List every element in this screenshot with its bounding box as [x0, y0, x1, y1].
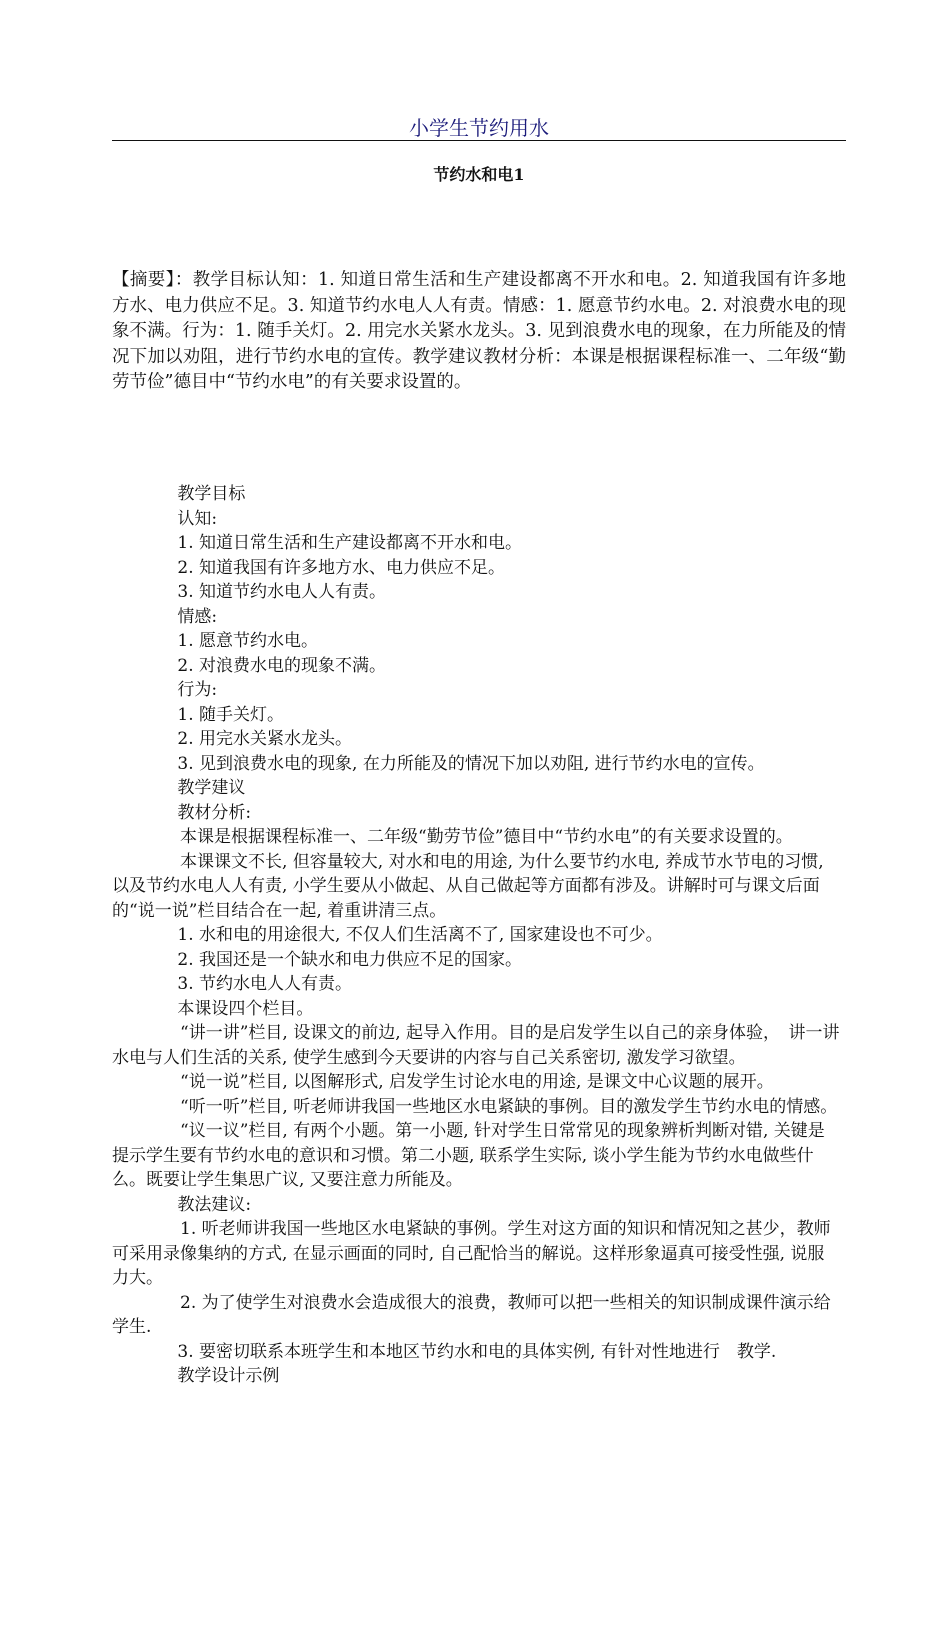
body-paragraph: 2. 我国还是一个缺水和电力供应不足的国家。 [177, 949, 523, 970]
body-paragraph: “听一听”栏目, 听老师讲我国一些地区水电紧缺的事例。目的激发学生节约水电的情感。 [180, 1096, 838, 1117]
body-paragraph: 2. 对浪费水电的现象不满。 [177, 655, 387, 676]
body-paragraph: 1. 听老师讲我国一些地区水电紧缺的事例。学生对这方面的知识和情况知之甚少，教师可采用录像集纳的方式, 在显示画面的同时, 自己配恰当的解说。这样形象逼真可接受性强, 说服力大。 [112, 1219, 831, 1288]
abstract-paragraph: 【摘要】：教学目标认知：1. 知道日常生活和生产建设都离不开水和电。2. 知道我国有许多地方水、电力供应不足。3. 知道节约水电人人有责。情感：1. 愿意节约水电。2. 对浪费水电的现象不满。行为：1. 随手关灯。2. 用完水关紧水龙头。3. 见到浪费水电的现象，在力所能及的情况下加以劝阻，进行节约水电的宣传。教学建议教材分析：本课是根据课程标准一、二年级“勤劳节俭”德目中“节约水电”的有关要求设置的。 [112, 270, 846, 392]
body-paragraph: 教学建议 [177, 778, 246, 798]
body-paragraph: 教学目标 [177, 484, 246, 504]
body-paragraph: 2. 为了使学生对浪费水会造成很大的浪费，教师可以把一些相关的知识制成课件演示给学生. [112, 1292, 831, 1337]
body-paragraph: 本课是根据课程标准一、二年级“勤劳节俭”德目中“节约水电”的有关要求设置的。 [180, 827, 793, 847]
body-paragraph: 行为: [177, 680, 218, 700]
body-content [112, 482, 840, 1389]
document-header-title: 小学生节约用水 [409, 116, 549, 140]
document-subtitle: 节约水和电1 [433, 165, 525, 184]
body-paragraph: “议一议”栏目, 有两个小题。第一小题, 针对学生日常常见的现象辨析判断对错, 关键是提示学生要有节约水电的意识和习惯。第二小题, 联系学生实际, 谈小学生能为节约水电做些什么。既要让学生集思广议, 又要注意力所能及。 [112, 1121, 825, 1190]
body-paragraph: 2. 用完水关紧水龙头。 [177, 729, 353, 749]
body-paragraph: “说一说”栏目, 以图解形式, 启发学生讨论水电的用途, 是课文中心议题的展开。 [180, 1072, 774, 1092]
body-paragraph: 教法建议: [177, 1194, 252, 1215]
body-paragraph: 3. 见到浪费水电的现象, 在力所能及的情况下加以劝阻, 进行节约水电的宣传。 [177, 753, 765, 774]
body-paragraph: 3. 节约水电人人有责。 [177, 974, 353, 994]
body-paragraph: 1. 愿意节约水电。 [177, 631, 319, 651]
body-paragraph: 3. 知道节约水电人人有责。 [177, 582, 387, 602]
body-paragraph: 3. 要密切联系本班学生和本地区节约水和电的具体实例, 有针对性地进行 教学. [177, 1341, 777, 1362]
body-paragraph: “讲一讲”栏目, 设课文的前边, 起导入作用。目的是启发学生以自己的亲身体验， 讲一讲水电与人们生活的关系, 使学生感到今天要讲的内容与自己关系密切, 激发学习欲望。 [112, 1023, 840, 1068]
header-rule [112, 140, 846, 141]
body-paragraph: 情感: [177, 606, 218, 627]
body-paragraph: 教学设计示例 [177, 1366, 280, 1386]
body-paragraph: 1. 知道日常生活和生产建设都离不开水和电。 [177, 533, 523, 553]
body-paragraph: 教材分析: [177, 802, 252, 823]
body-paragraph: 2. 知道我国有许多地方水、电力供应不足。 [177, 557, 506, 578]
body-paragraph: 本课课文不长, 但容量较大, 对水和电的用途, 为什么要节约水电, 养成节水节电的习惯, 以及节约水电人人有责, 小学生要从小做起、从自己做起等方面都有涉及。讲解时可与课文后面的“说一说”栏目结合在一起, 着重讲清三点。 [112, 851, 824, 921]
body-paragraph: 认知: [177, 508, 218, 529]
body-paragraph: 1. 随手关灯。 [177, 704, 285, 725]
body-paragraph: 1. 水和电的用途很大, 不仅人们生活离不了, 国家建设也不可少。 [177, 925, 663, 945]
body-paragraph: 本课设四个栏目。 [177, 998, 314, 1019]
